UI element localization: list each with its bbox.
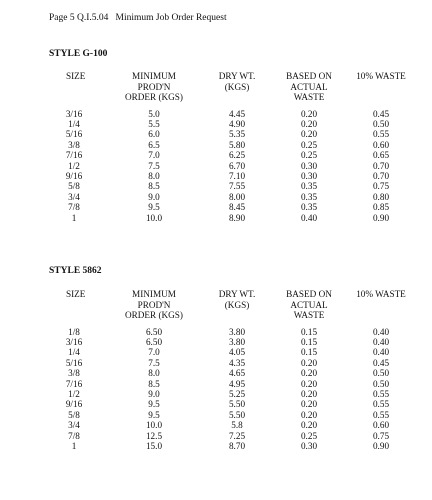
style-g100-title: STYLE G-100: [49, 49, 108, 59]
col-size-header: SIZE: [66, 71, 86, 81]
style-5862-title: STYLE 5862: [49, 266, 102, 276]
size-cell: 5/16: [65, 357, 83, 368]
size-cell: 3/16: [65, 108, 83, 119]
dry-weight-cell: 5.50: [228, 409, 246, 420]
based-waste-cell: 0.30: [300, 440, 318, 451]
based-waste-cell: 0.20: [300, 118, 318, 129]
dry-weight-cell: 4.35: [228, 357, 246, 368]
size-cell: 1: [71, 440, 77, 451]
table-header: [44, 71, 414, 109]
based-waste-cell: 0.15: [300, 336, 318, 347]
ten-pct-waste-cell: 0.50: [372, 118, 390, 129]
style-5862-table: [44, 289, 414, 451]
col-based-waste-header: BASED ON ACTUAL WASTE: [286, 289, 332, 320]
min-order-cell: 12.5: [145, 430, 163, 441]
table-row: [44, 337, 414, 347]
ten-pct-waste-cell: 0.55: [372, 129, 390, 140]
table-row: [44, 161, 414, 171]
dry-weight-cell: 7.25: [228, 430, 246, 441]
min-order-cell: 7.5: [148, 357, 160, 368]
based-waste-cell: 0.20: [300, 368, 318, 379]
min-order-cell: 6.50: [145, 336, 163, 347]
ten-pct-waste-cell: 0.60: [372, 420, 390, 431]
size-cell: 1/2: [68, 160, 80, 171]
min-order-cell: 9.5: [148, 399, 160, 410]
dry-weight-cell: 4.95: [228, 378, 246, 389]
dry-weight-cell: 6.25: [228, 150, 246, 161]
size-cell: 1/2: [68, 388, 80, 399]
ten-pct-waste-cell: 0.55: [372, 409, 390, 420]
size-cell: 9/16: [65, 399, 83, 410]
dry-weight-cell: 8.00: [228, 191, 246, 202]
table-row: [44, 171, 414, 181]
col-based-waste-header: BASED ON ACTUAL WASTE: [286, 71, 332, 102]
based-waste-cell: 0.25: [300, 150, 318, 161]
col-ten-pct-waste-header: 10% WASTE: [356, 289, 406, 299]
col-dry-weight-header: DRY WT. (KGS): [218, 71, 256, 92]
size-cell: 3/8: [68, 139, 80, 150]
dry-weight-cell: 8.45: [228, 202, 246, 213]
based-waste-cell: 0.20: [300, 108, 318, 119]
min-order-cell: 7.0: [148, 150, 160, 161]
size-cell: 9/16: [65, 170, 83, 181]
based-waste-cell: 0.20: [300, 357, 318, 368]
ten-pct-waste-cell: 0.45: [372, 108, 390, 119]
based-waste-cell: 0.20: [300, 409, 318, 420]
table-row: [44, 140, 414, 150]
dry-weight-cell: 5.25: [228, 388, 246, 399]
table-row: [44, 213, 414, 223]
table-row: [44, 327, 414, 337]
based-waste-cell: 0.15: [300, 326, 318, 337]
min-order-cell: 5.5: [148, 118, 160, 129]
based-waste-cell: 0.30: [300, 160, 318, 171]
ten-pct-waste-cell: 0.40: [372, 336, 390, 347]
min-order-cell: 6.0: [148, 129, 160, 140]
dry-weight-cell: 7.55: [228, 181, 246, 192]
size-cell: 7/16: [65, 378, 83, 389]
ten-pct-waste-cell: 0.55: [372, 388, 390, 399]
size-cell: 1/4: [68, 118, 80, 129]
size-cell: 1/4: [68, 347, 80, 358]
dry-weight-cell: 5.8: [231, 420, 243, 431]
table-header: [44, 289, 414, 327]
ten-pct-waste-cell: 0.75: [372, 430, 390, 441]
col-min-order-header: MINIMUM PROD'N ORDER (KGS): [125, 71, 183, 102]
table-row: [44, 431, 414, 441]
table-row: [44, 119, 414, 129]
min-order-cell: 8.5: [148, 181, 160, 192]
ten-pct-waste-cell: 0.40: [372, 326, 390, 337]
style-g100-body: [44, 109, 414, 223]
size-cell: 7/8: [68, 202, 80, 213]
min-order-cell: 7.5: [148, 160, 160, 171]
ten-pct-waste-cell: 0.50: [372, 368, 390, 379]
min-order-cell: 9.0: [148, 191, 160, 202]
ten-pct-waste-cell: 0.75: [372, 181, 390, 192]
table-row: [44, 441, 414, 451]
based-waste-cell: 0.40: [300, 212, 318, 223]
min-order-cell: 5.0: [148, 108, 160, 119]
dry-weight-cell: 5.35: [228, 129, 246, 140]
ten-pct-waste-cell: 0.90: [372, 440, 390, 451]
size-cell: 3/4: [68, 420, 80, 431]
table-row: [44, 202, 414, 212]
size-cell: 5/16: [65, 129, 83, 140]
table-row: [44, 410, 414, 420]
ten-pct-waste-cell: 0.85: [372, 202, 390, 213]
col-min-order-header: MINIMUM PROD'N ORDER (KGS): [125, 289, 183, 320]
based-waste-cell: 0.20: [300, 420, 318, 431]
min-order-cell: 9.5: [148, 409, 160, 420]
dry-weight-cell: 4.05: [228, 347, 246, 358]
ten-pct-waste-cell: 0.55: [372, 399, 390, 410]
table-row: [44, 129, 414, 139]
dry-weight-cell: 5.50: [228, 399, 246, 410]
page-header: Page 5 Q.I.5.04 Minimum Job Order Request: [49, 13, 227, 23]
size-cell: 5/8: [68, 181, 80, 192]
min-order-cell: 9.0: [148, 388, 160, 399]
table-row: [44, 358, 414, 368]
based-waste-cell: 0.30: [300, 170, 318, 181]
based-waste-cell: 0.35: [300, 202, 318, 213]
col-ten-pct-waste-header: 10% WASTE: [356, 71, 406, 81]
ten-pct-waste-cell: 0.70: [372, 170, 390, 181]
dry-weight-cell: 8.70: [228, 440, 246, 451]
ten-pct-waste-cell: 0.45: [372, 357, 390, 368]
min-order-cell: 7.0: [148, 347, 160, 358]
based-waste-cell: 0.35: [300, 181, 318, 192]
dry-weight-cell: 4.65: [228, 368, 246, 379]
table-row: [44, 420, 414, 430]
dry-weight-cell: 6.70: [228, 160, 246, 171]
based-waste-cell: 0.35: [300, 191, 318, 202]
size-cell: 5/8: [68, 409, 80, 420]
size-cell: 7/16: [65, 150, 83, 161]
table-row: [44, 192, 414, 202]
dry-weight-cell: 3.80: [228, 326, 246, 337]
ten-pct-waste-cell: 0.70: [372, 160, 390, 171]
min-order-cell: 6.5: [148, 139, 160, 150]
size-cell: 1/8: [68, 326, 80, 337]
min-order-cell: 9.5: [148, 202, 160, 213]
based-waste-cell: 0.20: [300, 388, 318, 399]
dry-weight-cell: 7.10: [228, 170, 246, 181]
ten-pct-waste-cell: 0.60: [372, 139, 390, 150]
size-cell: 1: [71, 212, 77, 223]
size-cell: 3/16: [65, 336, 83, 347]
dry-weight-cell: 5.80: [228, 139, 246, 150]
size-cell: 3/8: [68, 368, 80, 379]
size-cell: 7/8: [68, 430, 80, 441]
table-row: [44, 109, 414, 119]
table-row: [44, 389, 414, 399]
dry-weight-cell: 3.80: [228, 336, 246, 347]
ten-pct-waste-cell: 0.80: [372, 191, 390, 202]
col-size-header: SIZE: [66, 289, 86, 299]
min-order-cell: 8.0: [148, 170, 160, 181]
min-order-cell: 8.5: [148, 378, 160, 389]
table-row: [44, 181, 414, 191]
dry-weight-cell: 8.90: [228, 212, 246, 223]
min-order-cell: 8.0: [148, 368, 160, 379]
min-order-cell: 10.0: [145, 420, 163, 431]
style-5862-body: [44, 327, 414, 452]
table-row: [44, 150, 414, 160]
based-waste-cell: 0.20: [300, 129, 318, 140]
ten-pct-waste-cell: 0.50: [372, 378, 390, 389]
based-waste-cell: 0.25: [300, 139, 318, 150]
size-cell: 3/4: [68, 191, 80, 202]
ten-pct-waste-cell: 0.65: [372, 150, 390, 161]
dry-weight-cell: 4.90: [228, 118, 246, 129]
based-waste-cell: 0.20: [300, 399, 318, 410]
table-row: [44, 368, 414, 378]
ten-pct-waste-cell: 0.90: [372, 212, 390, 223]
dry-weight-cell: 4.45: [228, 108, 246, 119]
based-waste-cell: 0.15: [300, 347, 318, 358]
based-waste-cell: 0.20: [300, 378, 318, 389]
based-waste-cell: 0.25: [300, 430, 318, 441]
ten-pct-waste-cell: 0.40: [372, 347, 390, 358]
min-order-cell: 10.0: [145, 212, 163, 223]
col-dry-weight-header: DRY WT. (KGS): [218, 289, 256, 310]
table-row: [44, 379, 414, 389]
table-row: [44, 347, 414, 357]
table-row: [44, 399, 414, 409]
style-g100-table: [44, 71, 414, 223]
min-order-cell: 6.50: [145, 326, 163, 337]
min-order-cell: 15.0: [145, 440, 163, 451]
